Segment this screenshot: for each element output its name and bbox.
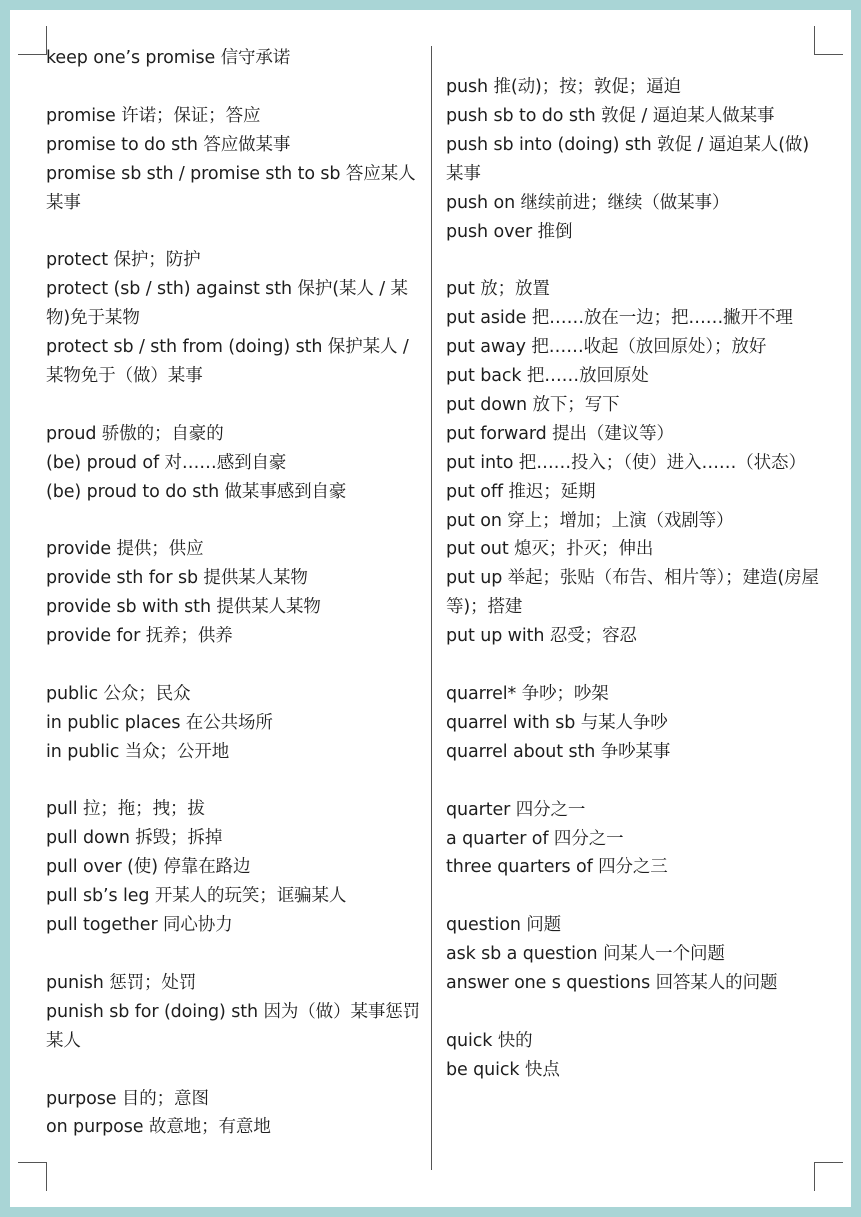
vocab-entry: (be) proud to do sth 做某事感到自豪 <box>46 481 347 502</box>
vocab-entry: pull over (使) 停靠在路边 <box>46 857 251 878</box>
vocab-entry: be quick 快点 <box>446 1059 560 1080</box>
entry-spacer <box>46 73 426 102</box>
vocab-entry: push sb into (doing) sth 敦促 / 逼迫某人(做)某事 <box>446 134 810 184</box>
vocab-entry: quarrel with sb 与某人争吵 <box>446 712 668 733</box>
vocab-entry: pull together 同心协力 <box>46 915 233 936</box>
vocab-entry: punish 惩罚；处罚 <box>46 972 197 993</box>
vocab-entry: pull sb’s leg 开某人的玩笑；诓骗某人 <box>46 886 347 907</box>
document-page <box>10 10 851 1207</box>
vocab-entry: promise 许诺；保证；答应 <box>46 105 261 126</box>
vocab-entry: put away 把……收起（放回原处）；放好 <box>446 337 767 358</box>
vocab-entry: put into 把……投入；（使）进入……（状态） <box>446 452 806 473</box>
entry-spacer <box>46 940 426 969</box>
corner-mark-top-right <box>814 26 843 55</box>
vocab-entry: put aside 把……放在一边；把……撇开不理 <box>446 308 793 329</box>
entry-spacer <box>446 246 826 275</box>
vocab-entry: protect sb / sth from (doing) sth 保护某人 / 某物免于（做）某事 <box>46 337 409 386</box>
vocab-entry: push 推(动)；按；敦促；逼迫 <box>446 77 681 97</box>
entry-spacer <box>46 651 426 680</box>
vocab-entry: put on 穿上；增加；上演（戏剧等） <box>446 510 734 531</box>
vocab-entry: push sb to do sth 敦促 / 逼迫某人做某事 <box>446 105 775 126</box>
vocab-entry: pull 拉；拖；拽；拔 <box>46 799 205 820</box>
right-column <box>446 73 826 1085</box>
vocab-entry: (be) proud of 对……感到自豪 <box>46 452 287 473</box>
entry-spacer <box>446 767 826 796</box>
vocab-entry: protect (sb / sth) against sth 保护(某人 / 某物)免于某物 <box>46 279 408 329</box>
vocab-entry: put out 熄灭；扑灭；伸出 <box>446 539 654 560</box>
vocab-entry: public 公众；民众 <box>46 683 191 704</box>
entry-spacer <box>46 217 426 246</box>
vocab-entry: provide for 抚养；供养 <box>46 626 233 647</box>
vocab-entry: quarrel about sth 争吵某事 <box>446 741 671 762</box>
vocab-entry: push over 推倒 <box>446 221 573 242</box>
vocab-entry: question 问题 <box>446 915 562 936</box>
vocab-entry: punish sb for (doing) sth 因为（做）某事惩罚某人 <box>46 1001 421 1051</box>
vocab-entry: put forward 提出（建议等） <box>446 423 674 444</box>
entry-spacer <box>446 651 826 680</box>
vocab-entry: provide sth for sb 提供某人某物 <box>46 568 308 589</box>
vocab-entry: quarrel* 争吵；吵架 <box>446 684 609 704</box>
corner-mark-bottom-left <box>18 1162 47 1191</box>
vocab-entry: put up with 忍受；容忍 <box>446 626 637 647</box>
vocab-entry: put down 放下；写下 <box>446 394 620 415</box>
vocab-entry: pull down 拆毁；拆掉 <box>46 828 223 849</box>
vocab-entry: put off 推迟；延期 <box>446 481 596 502</box>
vocab-entry: on purpose 故意地；有意地 <box>46 1117 271 1138</box>
vocab-entry: keep one’s promise 信守承诺 <box>46 48 291 68</box>
vocab-entry: protect 保护；防护 <box>46 250 201 271</box>
entry-spacer <box>446 998 826 1027</box>
vocab-entry: put 放；放置 <box>446 279 550 300</box>
entry-spacer <box>46 767 426 796</box>
left-column <box>46 44 426 1142</box>
vocab-entry: promise sb sth / promise sth to sb 答应某人某事 <box>46 163 416 213</box>
vocab-entry: put back 把……放回原处 <box>446 366 649 387</box>
vocab-entry: three quarters of 四分之三 <box>446 857 668 878</box>
vocab-entry: a quarter of 四分之一 <box>446 828 624 849</box>
vocab-entry: quick 快的 <box>446 1030 533 1051</box>
vocab-entry: answer one s questions 回答某人的问题 <box>446 973 778 994</box>
entry-spacer <box>46 506 426 535</box>
entry-spacer <box>446 882 826 911</box>
vocab-entry: quarter 四分之一 <box>446 799 586 820</box>
vocab-entry: proud 骄傲的；自豪的 <box>46 423 224 444</box>
vocab-entry: in public 当众；公开地 <box>46 741 230 762</box>
corner-mark-bottom-right <box>814 1162 843 1191</box>
vocab-entry: promise to do sth 答应做某事 <box>46 134 291 155</box>
vocab-entry: ask sb a question 问某人一个问题 <box>446 944 725 965</box>
vocab-entry: provide sb with sth 提供某人某物 <box>46 597 321 618</box>
entry-spacer <box>46 391 426 420</box>
vocab-entry: provide 提供；供应 <box>46 539 204 560</box>
vocab-entry: push on 继续前进；继续（做某事） <box>446 192 730 213</box>
vocab-entry: purpose 目的；意图 <box>46 1088 209 1109</box>
vocab-entry: put up 举起；张贴（布告、相片等）；建造(房屋等)；搭建 <box>446 568 819 618</box>
column-divider <box>431 46 432 1170</box>
corner-mark-top-left <box>18 26 47 55</box>
vocab-entry: in public places 在公共场所 <box>46 712 273 733</box>
entry-spacer <box>46 1056 426 1085</box>
